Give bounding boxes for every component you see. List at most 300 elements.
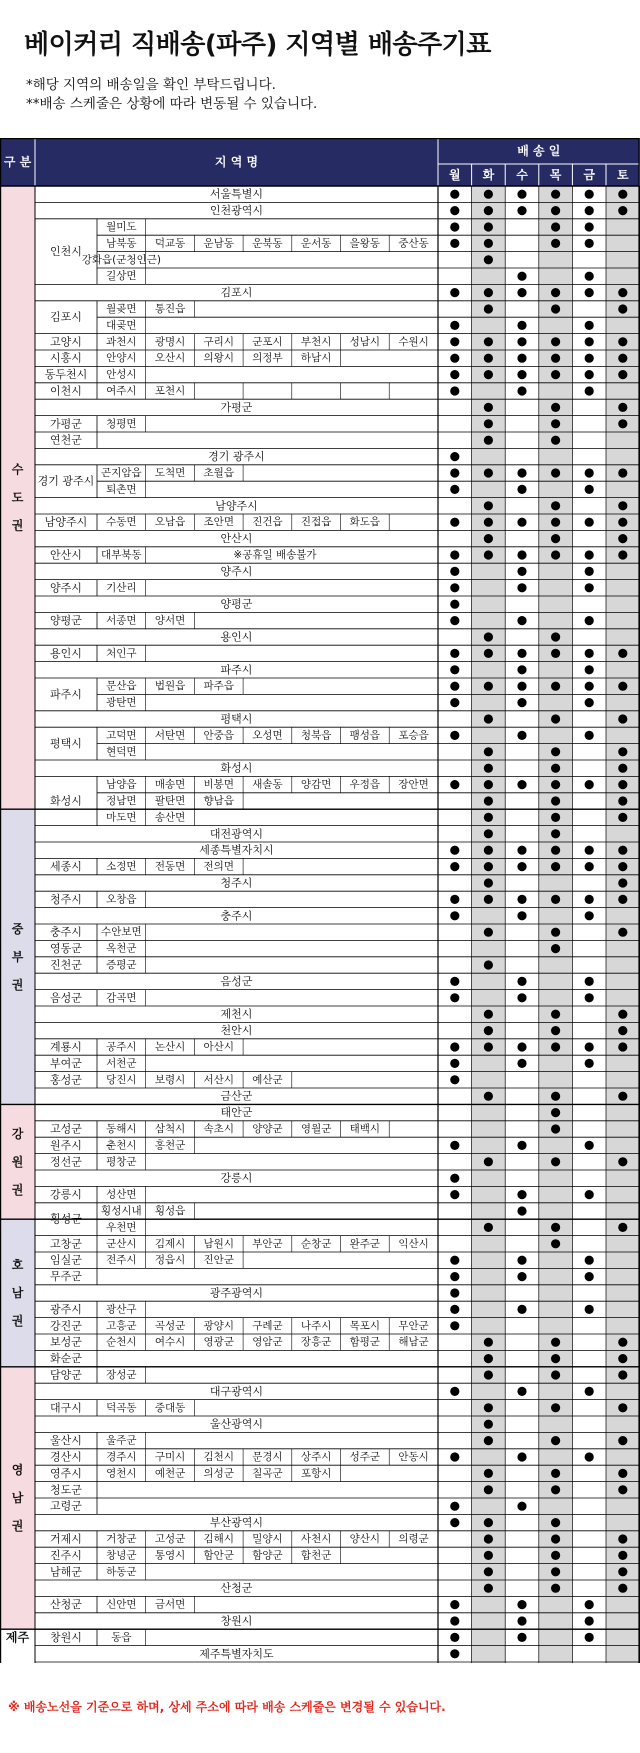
- subregion-cell: 울주군: [106, 1434, 137, 1447]
- delivery-dot: [585, 1600, 594, 1609]
- delivery-dot: [450, 288, 459, 297]
- delivery-dot: [585, 206, 594, 215]
- delivery-dot: [484, 1469, 493, 1478]
- region-name: 청도군: [50, 1483, 82, 1497]
- delivery-dot: [585, 1272, 594, 1281]
- delivery-dot: [517, 370, 526, 379]
- delivery-dot: [484, 239, 493, 248]
- delivery-dot: [450, 485, 459, 494]
- delivery-dot: [450, 337, 459, 346]
- delivery-dot: [585, 993, 594, 1002]
- delivery-dot: [551, 928, 560, 937]
- delivery-dot: [551, 1370, 560, 1379]
- delivery-dot: [618, 764, 627, 773]
- subregion-cell: 덕곡동: [106, 1401, 137, 1414]
- subregion-cell: 횡성읍: [154, 1205, 186, 1217]
- delivery-dot: [450, 567, 459, 576]
- delivery-dot: [551, 1584, 560, 1593]
- subregion-cell: 의성군: [203, 1467, 234, 1480]
- delivery-dot: [450, 1059, 459, 1068]
- delivery-dot: [450, 977, 459, 986]
- subregion-cell: 횡성시내: [101, 1205, 142, 1217]
- delivery-dot: [551, 468, 560, 477]
- delivery-dot: [517, 354, 526, 363]
- delivery-dot: [551, 1567, 560, 1576]
- subregion-cell: 포승읍: [398, 729, 429, 742]
- region-name: 가평군: [50, 417, 82, 431]
- delivery-dot: [551, 1223, 560, 1232]
- subregion-cell: 논산시: [154, 1041, 186, 1053]
- delivery-dot: [551, 780, 560, 789]
- delivery-dot: [551, 419, 560, 428]
- region-name: 남해군: [50, 1565, 82, 1579]
- delivery-dot: [450, 1305, 459, 1314]
- subregion-cell: 남원시: [203, 1237, 234, 1250]
- subregion-cell: 홍천군: [154, 1139, 186, 1152]
- delivery-dot: [517, 1042, 526, 1051]
- gubun-label: 원: [11, 1154, 24, 1169]
- delivery-dot: [585, 846, 594, 855]
- subregion-cell: 전주시: [106, 1254, 137, 1267]
- delivery-dot: [450, 386, 459, 395]
- delivery-dot: [484, 534, 493, 543]
- delivery-dot: [484, 419, 493, 428]
- subregion-cell: 진접읍: [300, 516, 332, 529]
- delivery-dot: [585, 288, 594, 297]
- subregion-cell: 포천시: [154, 385, 186, 397]
- subregion-cell: 팽성읍: [349, 729, 381, 742]
- subregion-cell: 을왕동: [349, 237, 381, 250]
- delivery-dot: [618, 1436, 627, 1445]
- delivery-dot: [618, 1534, 627, 1543]
- subregion-cell: 광탄면: [106, 696, 137, 709]
- delivery-dot: [618, 190, 627, 199]
- subregion-cell: 오산시: [154, 352, 186, 365]
- subregion-cell: 완주군: [349, 1237, 381, 1250]
- region-name: 진주시: [50, 1548, 82, 1562]
- subregion-cell: 매송면: [154, 778, 186, 791]
- region-name: 대구시: [50, 1401, 82, 1415]
- subregion-cell: 양서면: [154, 614, 186, 627]
- delivery-dot: [585, 1616, 594, 1625]
- delivery-dot: [450, 468, 459, 477]
- region-full-row: 화성시: [220, 761, 253, 775]
- delivery-dot: [551, 304, 560, 313]
- delivery-dot: [517, 895, 526, 904]
- delivery-dot: [551, 632, 560, 641]
- header-day-1: 화: [482, 168, 495, 182]
- delivery-dot: [585, 337, 594, 346]
- delivery-dot: [551, 1485, 560, 1494]
- subregion-cell: 신안면: [106, 1598, 137, 1611]
- delivery-dot: [517, 1600, 526, 1609]
- delivery-dot: [484, 501, 493, 510]
- subregion-cell: 하동군: [106, 1565, 137, 1578]
- delivery-dot: [450, 895, 459, 904]
- gubun-label: 권: [11, 1519, 24, 1533]
- delivery-dot: [484, 1338, 493, 1347]
- delivery-dot: [551, 354, 560, 363]
- delivery-dot: [618, 1469, 627, 1478]
- delivery-dot: [450, 1502, 459, 1511]
- subregion-cell: 삼척시: [154, 1123, 186, 1135]
- subregion-cell: 증평군: [106, 959, 137, 971]
- subregion-cell: 무안군: [398, 1319, 429, 1332]
- delivery-dot: [517, 616, 526, 625]
- subregion-cell: 영월군: [300, 1123, 332, 1135]
- subregion-cell: 팔탄면: [154, 795, 186, 807]
- subregion-cell: 감곡면: [106, 991, 137, 1004]
- region-name: 안산시: [50, 548, 82, 562]
- delivery-dot: [551, 764, 560, 773]
- subregion-cell: 평창군: [106, 1155, 137, 1168]
- region-name: 인천시: [50, 245, 82, 259]
- delivery-dot: [517, 846, 526, 855]
- delivery-dot: [484, 928, 493, 937]
- region-full-row: 부산광역시: [209, 1516, 264, 1530]
- subregion-cell: 서산시: [203, 1073, 234, 1086]
- delivery-dot: [450, 1190, 459, 1199]
- subregion-cell: 하남시: [300, 352, 332, 365]
- region-name: 시흥시: [50, 351, 82, 365]
- region-full-row: 제천시: [220, 1007, 253, 1021]
- region-name: 이천시: [50, 384, 82, 398]
- delivery-dot: [517, 1452, 526, 1461]
- delivery-dot: [450, 862, 459, 871]
- delivery-dot: [484, 337, 493, 346]
- subregion-cell: 여수시: [154, 1336, 186, 1349]
- subregion-cell: 수안보면: [101, 926, 142, 939]
- notice-line-2: **배송 스케줄은 상황에 따라 변동될 수 있습니다.: [26, 96, 318, 112]
- delivery-dot: [450, 239, 459, 248]
- delivery-dot: [551, 370, 560, 379]
- delivery-dot: [618, 1584, 627, 1593]
- delivery-dot: [517, 583, 526, 592]
- subregion-cell: 김해시: [203, 1533, 234, 1545]
- region-name: 계룡시: [50, 1040, 82, 1054]
- delivery-dot: [551, 895, 560, 904]
- subregion-cell: 수원시: [398, 335, 429, 348]
- delivery-dot: [484, 370, 493, 379]
- delivery-dot: [551, 222, 560, 231]
- delivery-dot: [551, 1042, 560, 1051]
- delivery-dot: [517, 698, 526, 707]
- delivery-dot: [618, 1338, 627, 1347]
- delivery-dot: [450, 1272, 459, 1281]
- delivery-dot: [551, 829, 560, 838]
- delivery-dot: [484, 862, 493, 871]
- region-name: 횡성군: [50, 1212, 82, 1226]
- delivery-dot: [484, 1026, 493, 1035]
- delivery-dot: [517, 550, 526, 559]
- delivery-dot: [551, 813, 560, 822]
- header-day-5: 토: [617, 168, 629, 182]
- delivery-dot: [551, 1157, 560, 1166]
- subregion-cell: 도척면: [154, 467, 186, 479]
- subregion-cell: 퇴촌면: [106, 483, 137, 496]
- subregion-cell: 운북동: [252, 237, 283, 250]
- subregion-cell: 당진시: [106, 1073, 137, 1086]
- region-name: 고양시: [50, 335, 82, 349]
- gubun-label: 권: [11, 1182, 24, 1197]
- gubun-label: 중: [11, 921, 24, 936]
- subregion-cell: 대부북동: [101, 549, 142, 561]
- header-gubun: 구 분: [3, 155, 32, 169]
- delivery-dot: [585, 239, 594, 248]
- delivery-dot: [517, 977, 526, 986]
- delivery-dot: [517, 272, 526, 281]
- delivery-dot: [618, 846, 627, 855]
- subregion-cell: 김제시: [154, 1237, 186, 1250]
- delivery-dot: [517, 1206, 526, 1215]
- delivery-dot: [585, 1305, 594, 1314]
- delivery-dot: [450, 993, 459, 1002]
- delivery-dot: [551, 534, 560, 543]
- delivery-dot: [585, 649, 594, 658]
- region-full-row: 음성군: [220, 974, 253, 988]
- subregion-cell: 법원읍: [154, 680, 186, 693]
- subregion-cell: 동읍: [111, 1631, 132, 1644]
- delivery-dot: [517, 1502, 526, 1511]
- delivery-dot: [551, 1124, 560, 1133]
- delivery-dot: [484, 1534, 493, 1543]
- gubun-label: 남: [11, 1286, 24, 1300]
- subregion-cell: 오남읍: [154, 516, 186, 529]
- region-full-row: 양평군: [220, 597, 253, 611]
- delivery-dot: [551, 518, 560, 527]
- delivery-dot: [517, 206, 526, 215]
- region-name: 경기 광주시: [37, 474, 95, 488]
- delivery-dot: [517, 1616, 526, 1625]
- region-name: 용인시: [50, 646, 82, 660]
- region-full-row: 용인시: [220, 630, 253, 644]
- subregion-cell: 통영시: [154, 1549, 186, 1562]
- delivery-dot: [517, 1059, 526, 1068]
- header-day-4: 금: [583, 168, 595, 182]
- subregion-cell: 의정부: [252, 352, 283, 365]
- header-day-0: 월: [449, 168, 461, 182]
- subregion-cell: 고성군: [154, 1533, 186, 1545]
- delivery-dot: [585, 977, 594, 986]
- delivery-dot: [618, 1157, 627, 1166]
- subregion-cell: 구례군: [252, 1319, 283, 1332]
- delivery-schedule-table: [0, 138, 640, 1663]
- delivery-dot: [551, 436, 560, 445]
- region-name: 거제시: [50, 1532, 82, 1546]
- region-name: 고창군: [50, 1237, 82, 1251]
- delivery-dot: [551, 747, 560, 756]
- subregion-cell: 소정면: [106, 860, 137, 873]
- delivery-dot: [618, 1403, 627, 1412]
- region-full-row: 파주시: [220, 663, 253, 677]
- region-full-row: 금산군: [220, 1089, 253, 1103]
- delivery-dot: [551, 190, 560, 199]
- delivery-dot: [450, 698, 459, 707]
- delivery-dot: [618, 1370, 627, 1379]
- subregion-cell: 창녕군: [106, 1549, 137, 1562]
- delivery-dot: [484, 1092, 493, 1101]
- region-name: 영동군: [50, 942, 82, 956]
- delivery-dot: [551, 846, 560, 855]
- subregion-cell: 함안군: [203, 1549, 234, 1562]
- subregion-cell: 성산면: [106, 1188, 137, 1201]
- delivery-dot: [551, 682, 560, 691]
- delivery-dot: [484, 780, 493, 789]
- subregion-cell: 서탄면: [154, 729, 186, 742]
- subregion-cell: 전의면: [203, 860, 234, 873]
- header-region: 지 역 명: [214, 155, 259, 169]
- region-name: 광주시: [50, 1302, 82, 1316]
- subregion-cell: 파주읍: [203, 680, 234, 693]
- delivery-dot: [618, 813, 627, 822]
- delivery-dot: [551, 1518, 560, 1527]
- subregion-cell: 안중읍: [203, 729, 234, 742]
- delivery-dot: [517, 1305, 526, 1314]
- delivery-dot: [618, 649, 627, 658]
- delivery-dot: [484, 304, 493, 313]
- delivery-dot: [484, 1551, 493, 1560]
- subregion-cell: 운남동: [203, 237, 234, 250]
- subregion-cell: 길상면: [106, 270, 137, 283]
- subregion-cell: 김천시: [203, 1451, 234, 1463]
- delivery-dot: [551, 796, 560, 805]
- subregion-cell: 정남면: [106, 795, 137, 807]
- delivery-dot: [450, 911, 459, 920]
- delivery-dot: [585, 468, 594, 477]
- region-full-row: 창원시: [220, 1614, 253, 1628]
- delivery-dot: [484, 960, 493, 969]
- subregion-cell: 새솔동: [252, 778, 283, 791]
- delivery-dot: [450, 1141, 459, 1150]
- delivery-dot: [551, 1092, 560, 1101]
- subregion-cell: 현덕면: [106, 745, 137, 758]
- delivery-dot: [517, 665, 526, 674]
- subregion-cell: 속초시: [203, 1123, 234, 1135]
- delivery-dot: [484, 747, 493, 756]
- delivery-dot: [585, 370, 594, 379]
- delivery-dot: [585, 1256, 594, 1265]
- delivery-dot: [618, 1010, 627, 1019]
- delivery-dot: [551, 1534, 560, 1543]
- delivery-dot: [551, 1469, 560, 1478]
- subregion-cell: 곡성군: [154, 1319, 186, 1332]
- subregion-cell: 목포시: [349, 1319, 381, 1332]
- region-full-row: 평택시: [220, 712, 253, 726]
- delivery-dot: [484, 206, 493, 215]
- subregion-cell: 고흥군: [106, 1319, 137, 1332]
- delivery-dot: [517, 288, 526, 297]
- subregion-cell: 화도읍: [349, 516, 381, 529]
- delivery-dot: [618, 862, 627, 871]
- subregion-cell: 금서면: [154, 1598, 186, 1611]
- subregion-cell: 마도면: [106, 811, 137, 824]
- delivery-dot: [585, 190, 594, 199]
- delivery-dot: [484, 403, 493, 412]
- subregion-cell: 안성시: [106, 368, 137, 381]
- subregion-cell: 나주시: [300, 1319, 332, 1332]
- delivery-dot: [450, 1256, 459, 1265]
- delivery-dot: [450, 550, 459, 559]
- delivery-dot: [618, 468, 627, 477]
- delivery-dot: [517, 649, 526, 658]
- delivery-dot: [484, 255, 493, 264]
- subregion-cell: 구리시: [203, 335, 234, 348]
- delivery-dot: [517, 1190, 526, 1199]
- delivery-dot: [618, 796, 627, 805]
- region-name: 홍성군: [50, 1073, 82, 1087]
- subregion-cell: 칠곡군: [252, 1467, 283, 1480]
- delivery-dot: [585, 682, 594, 691]
- delivery-dot: [585, 485, 594, 494]
- delivery-dot: [618, 682, 627, 691]
- delivery-dot: [484, 1370, 493, 1379]
- delivery-dot: [450, 354, 459, 363]
- delivery-dot: [618, 304, 627, 313]
- delivery-dot: [618, 337, 627, 346]
- region-name: 화성시: [50, 794, 82, 808]
- subregion-cell: 문산읍: [106, 680, 137, 693]
- region-name: 경산시: [50, 1450, 82, 1464]
- delivery-dot: [585, 222, 594, 231]
- delivery-dot: [484, 1223, 493, 1232]
- subregion-cell: 송산면: [154, 811, 186, 824]
- subregion-cell: 양양군: [252, 1123, 283, 1135]
- delivery-dot: [551, 403, 560, 412]
- delivery-dot: [585, 583, 594, 592]
- delivery-dot: [618, 878, 627, 887]
- delivery-dot: [450, 518, 459, 527]
- delivery-dot: [517, 780, 526, 789]
- region-full-row: 세종특별자치시: [199, 843, 274, 857]
- delivery-dot: [551, 944, 560, 953]
- delivery-dot: [517, 993, 526, 1002]
- delivery-dot: [618, 1354, 627, 1363]
- delivery-dot: [585, 731, 594, 740]
- delivery-dot: [450, 1600, 459, 1609]
- delivery-dot: [517, 1633, 526, 1642]
- subregion-cell: 초월읍: [203, 467, 234, 479]
- delivery-dot: [450, 206, 459, 215]
- gubun-label: 호: [11, 1258, 24, 1272]
- subregion-cell: 진건읍: [252, 516, 283, 529]
- notice-line-1: *해당 지역의 배송일을 확인 부탁드립니다.: [26, 77, 276, 93]
- subregion-cell: 월미도: [106, 221, 137, 233]
- delivery-dot: [484, 1584, 493, 1593]
- region-full-row: 김포시: [220, 286, 253, 300]
- subregion-cell: 부천시: [300, 335, 332, 348]
- subregion-cell: 양산시: [349, 1533, 381, 1545]
- subregion-cell: 수동면: [106, 516, 137, 529]
- delivery-dot: [618, 550, 627, 559]
- subregion-cell: 밀양시: [252, 1533, 283, 1545]
- subregion-cell: 오성면: [252, 729, 283, 742]
- delivery-dot: [484, 468, 493, 477]
- subregion-cell: 영광군: [203, 1336, 234, 1349]
- delivery-dot: [484, 190, 493, 199]
- region-name: 보성군: [50, 1335, 82, 1349]
- delivery-dot: [618, 534, 627, 543]
- subregion-cell: 보령시: [154, 1073, 186, 1086]
- delivery-dot: [484, 1157, 493, 1166]
- delivery-dot: [618, 206, 627, 215]
- region-name: 부여군: [50, 1056, 82, 1070]
- delivery-dot: [551, 1436, 560, 1445]
- region-name: 양주시: [50, 581, 82, 595]
- delivery-dot: [585, 272, 594, 281]
- subregion-cell: 월곶면: [106, 303, 137, 315]
- delivery-dot: [450, 616, 459, 625]
- delivery-dot: [585, 665, 594, 674]
